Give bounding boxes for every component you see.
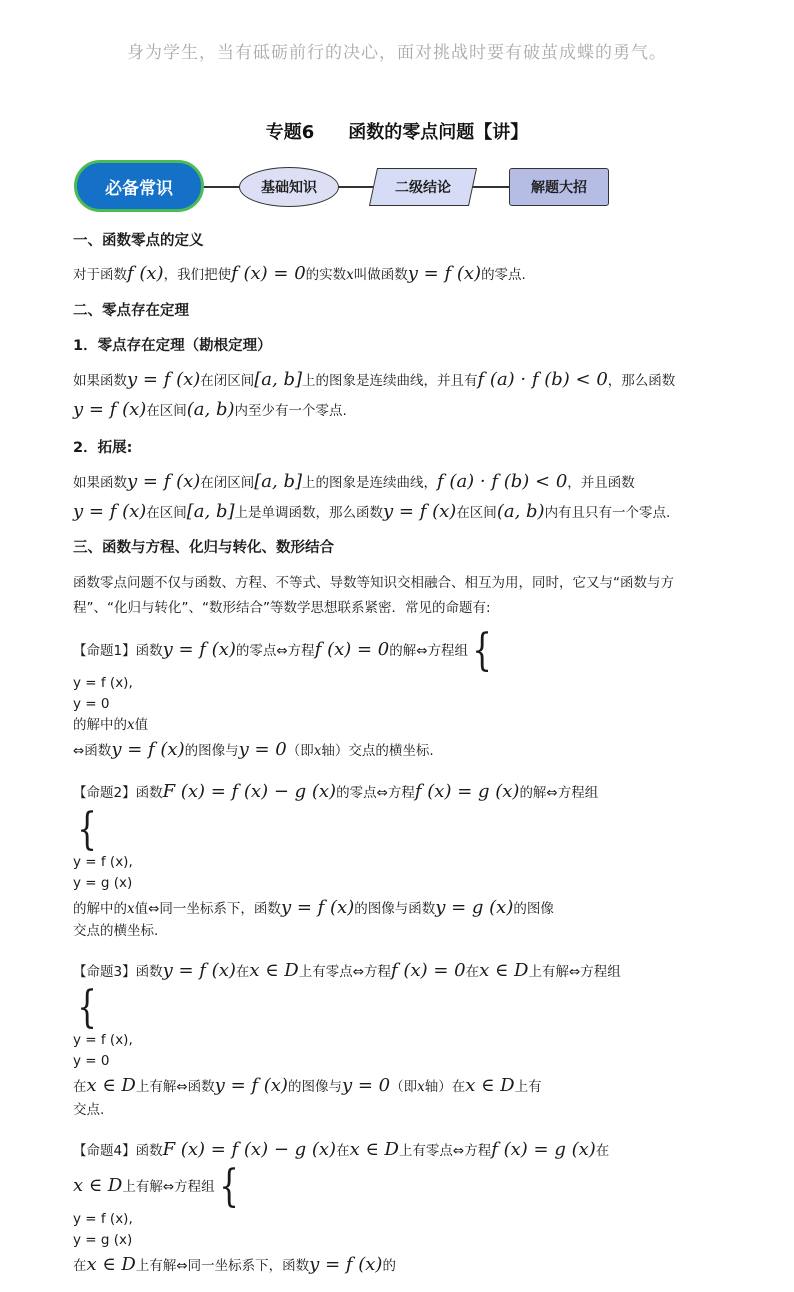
text-segment: 【命题3】函数 [73, 963, 163, 980]
text-segment: 上有解⇔函数 [135, 1079, 215, 1096]
text-segment: 在 [235, 963, 250, 980]
text-segment: 的解⇔方程组 [389, 642, 469, 659]
text-segment: 轴）交点的横坐标. [321, 742, 434, 759]
text-segment: f (x) = 0 [231, 263, 306, 285]
text-segment: [a, b] [254, 471, 303, 493]
text-segment: y = f (x) [127, 369, 201, 391]
text-segment: x ∈ D [86, 1075, 136, 1097]
text-segment: x ∈ D [86, 1254, 136, 1276]
text-segment: f (x) [127, 263, 164, 285]
equation-system [215, 1161, 243, 1213]
equation-system [468, 624, 496, 676]
page-title [0, 118, 794, 144]
text-segment: x ∈ D [465, 1075, 515, 1097]
text-segment: x [346, 267, 354, 284]
connector-line [202, 186, 242, 188]
text-segment: 交点. [73, 1102, 105, 1119]
text-segment: 在区间 [146, 504, 187, 521]
text-segment: 上有零点⇔方程 [398, 1142, 492, 1159]
text-segment: 的 [382, 1258, 396, 1275]
text-segment: y = f (x) [73, 500, 147, 522]
equation-system [73, 982, 101, 1034]
text-segment: y = f (x) [73, 398, 147, 420]
text-segment: y = 0 [341, 1075, 391, 1097]
text-segment: 叫做函数 [353, 267, 408, 284]
text-segment: 上有零点⇔方程 [298, 963, 392, 980]
text-segment: x ∈ D [249, 959, 299, 981]
text-segment: ，我们把使 [163, 267, 232, 284]
text-segment: y = f (x) [214, 1075, 288, 1097]
text-segment: 在闭区间 [200, 475, 255, 492]
proposition-1 [73, 624, 728, 676]
proposition-2 [73, 777, 728, 855]
topic-nav [72, 160, 632, 216]
text-segment: f (x) = 0 [314, 638, 390, 660]
text-segment: 上的图象是连续曲线， [302, 475, 438, 492]
text-segment: （即 [286, 742, 314, 759]
text-segment: { [218, 1161, 239, 1213]
text-segment: 内有且只有一个零点. [544, 504, 671, 521]
text-segment: 值⇔同一坐标系下，函数 [134, 900, 281, 917]
text-segment: x ∈ D [73, 1175, 123, 1197]
text-segment: 的实数 [305, 267, 347, 284]
text-segment: y = f (x) [309, 1254, 383, 1276]
text-segment: 的解⇔方程组 [519, 785, 599, 802]
subsection-heading: 2．拓展: [73, 439, 133, 456]
text-segment: 上有 [514, 1079, 542, 1096]
text-segment: 【命题2】函数 [73, 785, 163, 802]
text-segment: 上是单调函数，那么函数 [234, 504, 384, 521]
text-segment: y = 0 [238, 738, 287, 760]
text-segment: y = g (x) [435, 896, 514, 918]
text-segment: F (x) = f (x) − g (x) [162, 1138, 337, 1160]
title-main: 函数的零点问题【讲】 [348, 122, 529, 143]
nav-solving-tricks[interactable]: 解题大招 [509, 168, 609, 206]
text-segment: [a, b] [186, 500, 235, 522]
section-heading: 一、函数零点的定义 [73, 233, 204, 249]
text-segment: 如果函数 [73, 475, 127, 492]
text-segment: 在 [73, 1258, 87, 1275]
proposition-4 [73, 1135, 728, 1213]
text-segment: [a, b] [254, 369, 303, 391]
text-segment: y = f (x) [162, 638, 236, 660]
text-segment: y = f (x) [383, 500, 457, 522]
text-segment: x ∈ D [349, 1138, 399, 1160]
text-segment: y = f (x) [111, 738, 185, 760]
text-segment: 内至少有一个零点. [234, 402, 347, 419]
text-segment: 在 [465, 963, 480, 980]
nav-essential-knowledge[interactable]: 必备常识 [74, 160, 204, 212]
text-segment: 轴）在 [424, 1079, 466, 1096]
text-segment: 【命题4】函数 [73, 1142, 163, 1159]
text-segment: 在区间 [456, 504, 497, 521]
text-segment: 上有解⇔方程组 [122, 1179, 215, 1196]
text-segment: f (x) = 0 [391, 959, 466, 981]
text-segment: f (x) = g (x) [414, 781, 520, 803]
text-segment: x [313, 742, 322, 759]
text-segment: 的图像 [513, 900, 554, 917]
text-segment: y = f (x) [280, 896, 355, 918]
text-segment: （即 [390, 1079, 418, 1096]
text-segment: 的解中的 [73, 900, 127, 917]
text-segment: x [417, 1079, 425, 1096]
connector-line [472, 186, 512, 188]
proposition-3 [73, 956, 728, 1034]
paragraph [73, 467, 728, 526]
text-segment: 的零点⇔方程 [336, 785, 415, 802]
text-segment: 的零点. [481, 267, 526, 284]
section-heading: 二、零点存在定理 [73, 303, 189, 320]
text-segment: 【命题1】函数 [73, 642, 163, 659]
text-segment: 在闭区间 [200, 373, 255, 390]
text-segment: 上有解⇔同一坐标系下，函数 [135, 1258, 310, 1275]
text-segment: x ∈ D [479, 959, 529, 981]
text-segment: F (x) = f (x) − g (x) [162, 781, 337, 803]
text-segment: 如果函数 [73, 373, 127, 390]
document-body: 一、函数零点的定义 对于函数f (x)，我们把使f (x) = 0的实数x叫做函数y = f (x)的零点. 二、零点存在定理 1．零点存在定理（勘根定理） 如果函数y = f (x)在闭区间[a, b]上的图象是连续曲线，并且有f (a) · f (b) < 0，那么函数 y = f (x)在区间(a, b)内至少有一个零点. 2．拓展: 如果函数y = f (x)在闭区间[a, b]上的图象是连续曲线，f (a) · f (b) < 0，并且函数 y = f (x)在区间[a, b]上是单调函数，那么函数y = f (x)在区间(a, b)内有且只有一个零点. 三、函数与方程、化归与转化、数形结合 函数零点问题不仅与函数、方程、不等式、导数等知识交相融合、相互为用，同时，它又与“函数与方程”、“化归与转化”、“数形结合”等数学思想联系紧密．常见的命题有: 【命题1】函数y = f (x)的零点⇔方程f (x) = 0的解⇔方程组 { y = f (x), y = 0 的解中的x值 ⇔函数y = f (x)的图像与y = 0（即x轴）交点的横坐标. 【命题2】函数F (x) = f (x) − g (x)的零点⇔方程f (x) = g (x)的解⇔方程组 { y = f (x), y = g (x) 的解中的x值⇔同一坐标系下，函数y = f (x)的图像与函数y = g (x)的图像 交点的横坐标. 【命题3】函数y = f (x)在x ∈ D上有零点⇔方程f (x) = 0在x ∈ D上有解⇔方程组 { y = f (x), y = 0 在x ∈ D上有解⇔函数y = f (x)的图像与y = 0（即x轴）在x ∈ D上有 交点. 【命题4】函数F (x) = f (x) − g (x)在x ∈ D上有零点⇔方程f (x) = g (x)在 x ∈ D上有解⇔方程组 { y = f (x), y = g (x) 在x ∈ D上有解⇔同一坐标系下，函数y = f (x)的 [73, 230, 728, 1292]
nav-basic-knowledge[interactable]: 基础知识 [239, 167, 339, 207]
text-segment: f (a) · f (b) < 0 [437, 471, 568, 493]
section-heading: 三、函数与方程、化归与转化、数形结合 [73, 539, 334, 556]
text-segment: y = f (x) [127, 471, 201, 493]
text-segment: (a, b) [496, 500, 545, 522]
text-segment: ，并且函数 [567, 475, 635, 492]
text-segment: y = f (x) [407, 263, 482, 285]
text-segment: 在区间 [146, 402, 187, 419]
text-segment: 在 [595, 1142, 610, 1159]
text-segment: 的零点⇔方程 [235, 642, 315, 659]
text-segment: 在 [336, 1142, 350, 1159]
text-segment: x [127, 900, 135, 917]
subsection-heading: 1．零点存在定理（勘根定理） [73, 337, 272, 354]
paragraph [73, 365, 728, 424]
text-segment: { [472, 624, 492, 676]
text-segment: (a, b) [186, 398, 235, 420]
title-prefix: 专题6 [265, 122, 315, 143]
text-segment: 的图像与 [287, 1079, 342, 1096]
text-segment: 上的图象是连续曲线，并且有 [302, 373, 478, 390]
text-segment: ⇔函数 [73, 742, 112, 759]
text-segment: ，那么函数 [607, 373, 676, 390]
text-segment: 对于函数 [73, 267, 127, 284]
connector-line [337, 186, 377, 188]
equation-system [73, 803, 101, 855]
text-segment: 在 [73, 1079, 87, 1096]
paragraph [73, 260, 728, 288]
text-segment: x [127, 716, 135, 733]
text-segment: { [77, 982, 97, 1034]
nav-secondary-conclusions[interactable]: 二级结论 [373, 168, 473, 206]
text-segment: f (a) · f (b) < 0 [477, 369, 608, 391]
text-segment: 交点的横坐标. [73, 923, 159, 940]
text-segment: 的解中的 [73, 716, 127, 733]
paragraph: 函数零点问题不仅与函数、方程、不等式、导数等知识交相融合、相互为用，同时，它又与“函数与方程”、“化归与转化”、“数形结合”等数学思想联系紧密．常见的命题有: [73, 574, 674, 616]
text-segment: f (x) = g (x) [491, 1138, 596, 1160]
text-segment: 的图像与 [184, 742, 239, 759]
text-segment: 上有解⇔方程组 [528, 963, 621, 980]
text-segment: 值 [134, 716, 149, 733]
page-motto: 身为学生，当有砥砺前行的决心，面对挑战时要有破茧成蝶的勇气。 [127, 43, 667, 63]
text-segment: 的图像与函数 [354, 900, 436, 917]
text-segment: { [77, 803, 97, 855]
text-segment: y = f (x) [162, 959, 236, 981]
